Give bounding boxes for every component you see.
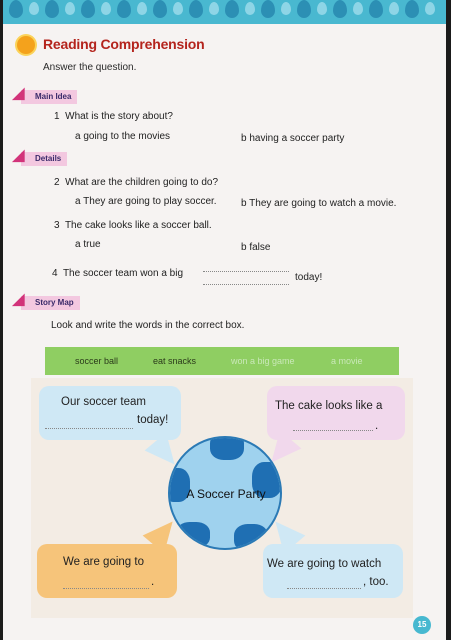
question-text: What are the children going to do?	[65, 177, 219, 188]
section-tag-main-idea	[21, 90, 77, 104]
section-label: Story Map	[35, 298, 74, 307]
word-bank-item[interactable]: soccer ball	[75, 356, 119, 366]
workbook-page	[3, 0, 446, 640]
question-text: The soccer team won a big	[62, 268, 184, 279]
page-title: Reading Comprehension	[43, 36, 205, 52]
section-label: Main Idea	[35, 92, 72, 101]
option-1a[interactable]: a going to the movies	[75, 131, 171, 142]
question-number: 4	[52, 268, 58, 279]
story-map-instruction: Look and write the words in the correct box.	[51, 320, 245, 331]
question-number: 2	[54, 177, 60, 188]
option-2a[interactable]: a They are going to play soccer.	[75, 196, 217, 207]
question-number: 1	[54, 111, 60, 122]
question-1	[54, 111, 173, 122]
flag-icon	[12, 149, 31, 168]
box-text-line1: We are going to watch	[267, 558, 382, 570]
option-3b[interactable]: b false	[241, 242, 271, 253]
question-text: The cake looks like a soccer ball.	[64, 220, 212, 231]
box-text-line2: .	[375, 420, 379, 432]
page-instruction: Answer the question.	[43, 62, 137, 73]
question-4	[52, 268, 183, 279]
option-3a[interactable]: a true	[75, 239, 101, 250]
story-box-2	[267, 386, 405, 440]
box-text-line1: The cake looks like a	[275, 400, 383, 412]
question-number: 3	[54, 220, 60, 231]
story-box-3	[37, 544, 177, 598]
answer-blank-4[interactable]	[203, 261, 289, 272]
word-bank-item[interactable]: eat snacks	[153, 356, 197, 366]
section-tag-details	[21, 152, 67, 166]
word-bank	[45, 347, 399, 375]
box-text-line1: Our soccer team	[61, 396, 146, 408]
question-3	[54, 220, 212, 231]
flag-icon	[12, 293, 31, 312]
sun-icon	[17, 36, 35, 54]
box-text-line1: We are going to	[63, 556, 144, 568]
section-label: Details	[35, 154, 62, 163]
story-map-center: A Soccer Party	[186, 487, 266, 501]
page-number: 15	[413, 616, 431, 634]
story-box-1	[39, 386, 181, 440]
section-tag-story-map	[21, 296, 80, 310]
box-text-line2: , too.	[363, 576, 389, 588]
box-3-blank[interactable]	[63, 578, 149, 589]
word-bank-item[interactable]: won a big game	[231, 356, 295, 366]
box-text-line2: .	[151, 576, 155, 588]
decorative-top-band	[3, 0, 446, 24]
question-4-end: today!	[295, 272, 323, 283]
box-4-blank[interactable]	[287, 578, 361, 589]
box-2-blank[interactable]	[293, 420, 373, 431]
story-map	[31, 378, 413, 618]
question-text: What is the story about?	[65, 111, 173, 122]
option-2b[interactable]: b They are going to watch a movie.	[241, 198, 397, 209]
question-2	[54, 177, 218, 188]
word-bank-item[interactable]: a movie	[331, 356, 363, 366]
option-1b[interactable]: b having a soccer party	[241, 133, 345, 144]
story-box-4	[263, 544, 403, 598]
box-1-blank[interactable]	[45, 418, 133, 429]
flag-icon	[12, 87, 31, 106]
box-text-line2: today!	[137, 414, 169, 426]
answer-blank-4b	[203, 274, 289, 285]
